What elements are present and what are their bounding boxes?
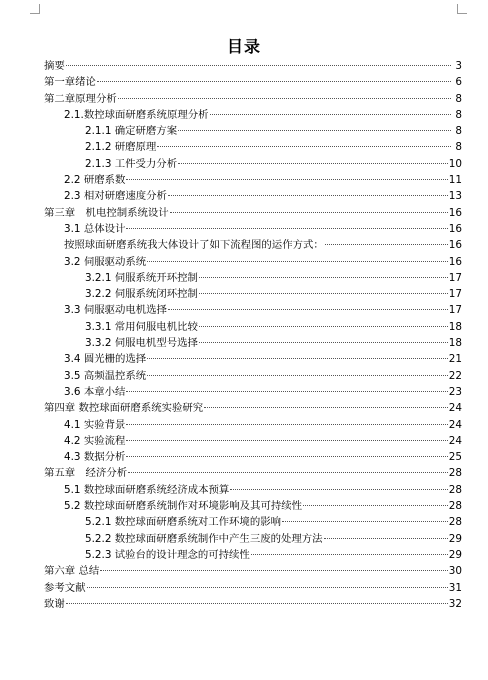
- toc-dot-leader: [147, 261, 448, 262]
- toc-dot-leader: [210, 114, 451, 115]
- toc-dot-leader: [199, 326, 448, 327]
- toc-dot-leader: [199, 277, 448, 278]
- toc-entry-title: 3.2 伺服驱动系统: [64, 255, 147, 268]
- toc-page-number: 22: [448, 369, 462, 382]
- toc-page-number: 28: [448, 500, 462, 513]
- toc-page-number: 16: [448, 222, 462, 235]
- toc-page-number: 11: [448, 174, 462, 187]
- toc-entry-title: 3.2.2 伺服系统闭环控制: [85, 288, 198, 301]
- toc-dot-leader: [97, 81, 451, 82]
- toc-entry[interactable]: [44, 237, 462, 253]
- toc-page-number: 8: [455, 92, 462, 105]
- toc-entry-title: 3.3.1 常用伺服电机比较: [85, 320, 198, 333]
- toc-entry-title: 第四章 数控球面研磨系统实验研究: [44, 402, 204, 415]
- toc-entry[interactable]: [44, 107, 462, 123]
- toc-page-number: 16: [448, 239, 462, 252]
- toc-page-number: 8: [455, 141, 462, 154]
- toc-entry-title: 5.2.2 数控球面研磨系统制作中产生三废的处理方法: [85, 532, 323, 545]
- toc-entry[interactable]: [44, 547, 462, 563]
- toc-dot-leader: [251, 554, 448, 555]
- toc-entry-title: 5.1 数控球面研磨系统经济成本预算: [64, 483, 230, 496]
- toc-entry-title: 第一章绪论: [44, 76, 96, 89]
- toc-entry[interactable]: [44, 563, 462, 579]
- toc-page-number: 24: [448, 402, 462, 415]
- toc-entry[interactable]: [44, 384, 462, 400]
- toc-page-number: 21: [448, 353, 462, 366]
- toc-entry[interactable]: [44, 139, 462, 155]
- toc-entry[interactable]: [44, 368, 462, 384]
- toc-dot-leader: [147, 358, 448, 359]
- toc-entry-title: 5.2.3 试验台的设计理念的可持续性: [85, 548, 250, 561]
- toc-dot-leader: [87, 587, 448, 588]
- toc-dot-leader: [282, 521, 448, 522]
- toc-page-number: 30: [448, 565, 462, 578]
- toc-dot-leader: [126, 424, 447, 425]
- toc-dot-leader: [325, 244, 448, 245]
- toc-entry[interactable]: [44, 74, 462, 90]
- toc-entry[interactable]: [44, 433, 462, 449]
- toc-page-number: 23: [448, 385, 462, 398]
- toc-dot-leader: [128, 472, 448, 473]
- toc-entry-title: 4.2 实验流程: [64, 434, 126, 447]
- toc-entry[interactable]: [44, 351, 462, 367]
- toc-dot-leader: [66, 603, 448, 604]
- toc-dot-leader: [100, 570, 448, 571]
- toc-entry[interactable]: [44, 319, 462, 335]
- toc-entry-title: 5.2 数控球面研磨系统制作对环境影响及其可持续性: [64, 500, 303, 513]
- toc-entry[interactable]: [44, 482, 462, 498]
- toc-dot-leader: [199, 293, 448, 294]
- toc-page-number: 18: [448, 320, 462, 333]
- toc-page-number: 29: [448, 532, 462, 545]
- toc-entry-title: 致谢: [44, 597, 65, 610]
- toc-page-number: 24: [448, 418, 462, 431]
- toc-dot-leader: [126, 228, 447, 229]
- toc-dot-leader: [204, 407, 448, 408]
- toc-entry[interactable]: [44, 270, 462, 286]
- toc-entry[interactable]: [44, 514, 462, 530]
- toc-dot-leader: [170, 212, 448, 213]
- toc-page-number: 18: [448, 337, 462, 350]
- toc-dot-leader: [199, 342, 448, 343]
- toc-entry-title: 3.4 圆光栅的选择: [64, 353, 147, 366]
- toc-page-number: 17: [448, 304, 462, 317]
- toc-page-number: 28: [448, 467, 462, 480]
- toc-page-number: 16: [448, 255, 462, 268]
- toc-dot-leader: [168, 309, 448, 310]
- toc-entry[interactable]: [44, 498, 462, 514]
- page-title: 目录: [226, 37, 261, 56]
- toc-dot-leader: [303, 505, 448, 506]
- toc-dot-leader: [118, 98, 451, 99]
- toc-page-number: 32: [448, 597, 462, 610]
- toc-page-number: 16: [448, 206, 462, 219]
- toc-entry[interactable]: [44, 123, 462, 139]
- toc-entry-title: 摘要: [44, 60, 65, 72]
- crop-mark-top-left: [30, 4, 40, 14]
- toc-entry[interactable]: [44, 172, 462, 188]
- toc-dot-leader: [147, 375, 448, 376]
- toc-dot-leader: [126, 456, 447, 457]
- toc-dot-leader: [178, 130, 451, 131]
- toc-entry[interactable]: [44, 286, 462, 302]
- toc-page-number: 28: [448, 516, 462, 529]
- toc-entry[interactable]: [44, 58, 462, 74]
- toc-entry-title: 2.1.1 确定研磨方案: [85, 125, 178, 138]
- toc-dot-leader: [168, 195, 448, 196]
- toc-entry[interactable]: [44, 156, 462, 172]
- toc-page-number: 29: [448, 548, 462, 561]
- toc-entry-title: 3.3 伺服驱动电机选择: [64, 304, 167, 317]
- toc-dot-leader: [157, 146, 451, 147]
- crop-mark-top-right: [457, 4, 467, 14]
- toc-entry-title: 3.2.1 伺服系统开环控制: [85, 271, 198, 284]
- toc-entry-title: 3.1 总体设计: [64, 222, 126, 235]
- toc-page-number: 3: [455, 60, 462, 72]
- toc-entry[interactable]: [44, 596, 462, 612]
- toc-page-number: 8: [455, 125, 462, 138]
- toc-dot-leader: [66, 65, 451, 66]
- toc-entry[interactable]: [44, 417, 462, 433]
- toc-dot-leader: [126, 391, 447, 392]
- toc-dot-leader: [126, 440, 447, 441]
- toc-entry-title: 第五章 经济分析: [44, 467, 128, 480]
- toc-entry-title: 2.2 研磨系数: [64, 174, 126, 187]
- toc-entry-title: 参考文献: [44, 581, 86, 594]
- toc-entry[interactable]: [44, 400, 462, 416]
- toc-entry-title: 3.5 高频温控系统: [64, 369, 147, 382]
- toc-entry[interactable]: [44, 188, 462, 204]
- toc-entry[interactable]: [44, 91, 462, 107]
- toc-entry-title: 第二章原理分析: [44, 92, 117, 105]
- toc-page-number: 10: [448, 157, 462, 170]
- toc-entry[interactable]: [44, 302, 462, 318]
- toc-entry-title: 第六章 总结: [44, 565, 100, 578]
- toc-entry[interactable]: [44, 465, 462, 481]
- toc-page-number: 8: [455, 108, 462, 121]
- toc-entry-title: 2.1.2 研磨原理: [85, 141, 157, 154]
- toc-page-number: 28: [448, 483, 462, 496]
- toc-page-number: 6: [455, 76, 462, 89]
- toc-entry-title: 2.1.数控球面研磨系统原理分析: [64, 108, 209, 121]
- toc-page-number: 13: [448, 190, 462, 203]
- toc-entry-title: 第三章 机电控制系统设计: [44, 206, 169, 219]
- toc-page-number: 25: [448, 451, 462, 464]
- toc-dot-leader: [126, 179, 447, 180]
- toc-entry[interactable]: [44, 205, 462, 221]
- table-of-contents: [44, 58, 462, 612]
- toc-entry[interactable]: [44, 221, 462, 237]
- toc-dot-leader: [324, 538, 448, 539]
- toc-entry-title: 4.3 数据分析: [64, 451, 126, 464]
- toc-entry[interactable]: [44, 335, 462, 351]
- toc-entry-title: 2.3 相对研磨速度分析: [64, 190, 167, 203]
- toc-entry-title: 3.3.2 伺服电机型号选择: [85, 337, 198, 350]
- toc-entry[interactable]: [44, 254, 462, 270]
- toc-entry-title: 4.1 实验背景: [64, 418, 126, 431]
- toc-entry-title: 2.1.3 工件受力分析: [85, 157, 178, 170]
- toc-page-number: 24: [448, 434, 462, 447]
- toc-entry-title: 3.6 本章小结: [64, 385, 126, 398]
- toc-page-number: 17: [448, 288, 462, 301]
- toc-entry[interactable]: [44, 580, 462, 596]
- toc-entry[interactable]: [44, 531, 462, 547]
- toc-entry[interactable]: [44, 449, 462, 465]
- toc-dot-leader: [230, 489, 447, 490]
- toc-dot-leader: [178, 163, 448, 164]
- toc-page-number: 31: [448, 581, 462, 594]
- toc-entry-title: 按照球面研磨系统我大体设计了如下流程图的运作方式：: [64, 239, 324, 252]
- toc-page-number: 17: [448, 271, 462, 284]
- toc-entry-title: 5.2.1 数控球面研磨系统对工作环境的影响: [85, 516, 281, 529]
